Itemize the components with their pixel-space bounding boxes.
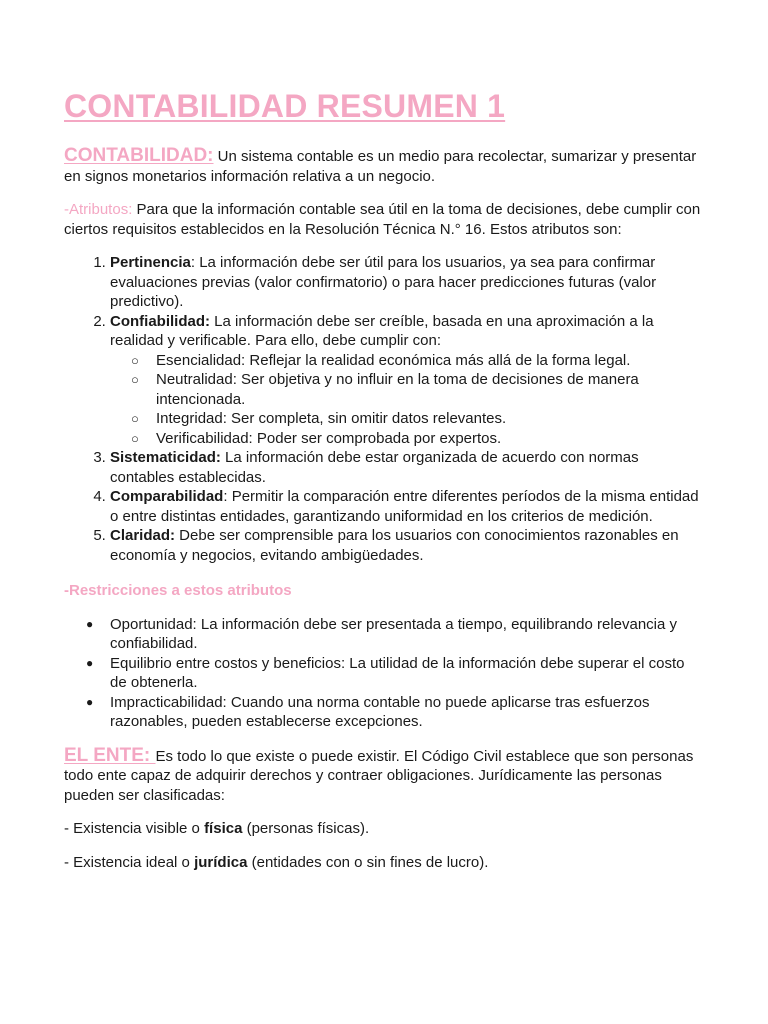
contabilidad-heading: CONTABILIDAD: — [64, 145, 214, 166]
page-title: CONTABILIDAD RESUMEN 1 — [64, 88, 506, 124]
atributos-heading: -Atributos: — [64, 201, 133, 218]
list-item-term: Confiabilidad: — [110, 312, 210, 330]
restricciones-heading-line — [64, 581, 704, 601]
sublist-item: ○ Esencialidad: Reflejar la realidad económica más allá de la forma legal. — [156, 351, 704, 371]
existencia-juridica — [64, 853, 704, 873]
atributos-text: Para que la información contable sea útil en la toma de decisiones, debe cumplir con ciertos requisitos establecidos en la Resolución Técnica N.° 16. Estos atributos son: — [64, 201, 701, 238]
contabilidad-paragraph — [64, 146, 704, 186]
existencia-pre: - Existencia ideal o — [64, 853, 195, 871]
list-item-pertinencia — [110, 253, 704, 312]
list-item-text: Debe ser comprensible para los usuarios con conocimientos razonables en economía y negocios, evitando ambigüedades. — [110, 527, 679, 564]
ente-paragraph — [64, 746, 704, 806]
existencia-fisica — [64, 819, 704, 839]
list-item-text: La información debe ser creíble, basada en una aproximación a la realidad y verificable. Para ello, debe cumplir con: — [110, 312, 654, 349]
restricciones-heading: -Restricciones a estos atributos — [64, 582, 292, 599]
list-item-term: Claridad: — [110, 527, 176, 544]
list-item-term: Comparabilidad — [110, 488, 224, 505]
list-item-sistematicidad — [110, 448, 704, 487]
existencia-post: (personas físicas). — [242, 820, 370, 837]
list-item-comparabilidad — [110, 487, 704, 526]
confiabilidad-sublist — [110, 351, 704, 449]
bullet-item: ● Equilibrio entre costos y beneficios: La utilidad de la información debe superar el costo de obtenerla. — [110, 654, 704, 693]
existencia-pre: - Existencia visible o — [64, 820, 205, 837]
list-item-text: La información debe estar organizada de acuerdo con normas contables establecidas. — [110, 449, 639, 486]
existencia-post: (entidades con o sin fines de lucro). — [247, 853, 489, 871]
list-item-term: Sistematicidad: — [110, 449, 221, 466]
bullet-item: ● Impracticabilidad: Cuando una norma contable no puede aplicarse tras esfuerzos razonables, pueden establecerse excepciones. — [110, 693, 704, 732]
list-item-text: : Permitir la comparación entre diferentes períodos de la misma entidad o entre distintas entidades, garantizando uniformidad en los criterios de medición. — [110, 488, 699, 525]
list-item-term: Pertinencia — [110, 254, 191, 271]
sublist-item: ○ Integridad: Ser completa, sin omitir datos relevantes. — [156, 409, 704, 429]
sublist-item: ○ Verificabilidad: Poder ser comprobada por expertos. — [156, 429, 704, 449]
list-item-confiabilidad — [110, 312, 704, 449]
existencia-bold: física — [204, 820, 243, 837]
contabilidad-text: Un sistema contable es un medio para recolectar, sumarizar y presentar en signos monetarios información relativa a un negocio. — [64, 148, 697, 185]
atributos-paragraph — [64, 200, 704, 239]
bullet-item: ● Oportunidad: La información debe ser presentada a tiempo, equilibrando relevancia y confiabilidad. — [110, 615, 704, 654]
atributos-list — [64, 253, 704, 565]
list-item-claridad — [110, 526, 704, 565]
ente-heading: EL ENTE: — [64, 744, 156, 766]
list-item-text: : La información debe ser útil para los usuarios, ya sea para confirmar evaluaciones previas (valor confirmatorio) o para hacer predicciones futuras (valor predictivo). — [110, 254, 657, 310]
ente-text: Es todo lo que existe o puede existir. El Código Civil establece que son personas todo ente capaz de adquirir derechos y contraer obligaciones. Jurídicamente las personas pueden ser clasificadas: — [64, 747, 694, 804]
sublist-item: ○ Neutralidad: Ser objetiva y no influir en la toma de decisiones de manera intencionada. — [156, 370, 704, 409]
existencia-bold: jurídica — [194, 853, 248, 871]
restricciones-list — [64, 615, 704, 732]
